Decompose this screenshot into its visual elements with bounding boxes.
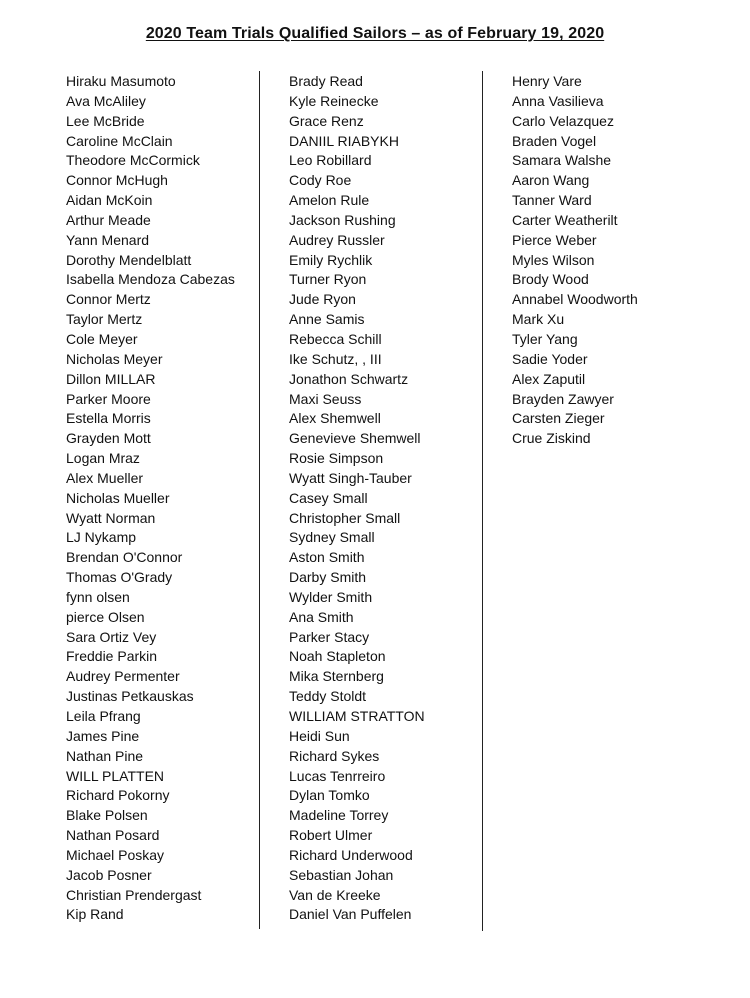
sailor-name: Sydney Small: [289, 529, 375, 546]
sailor-name: Logan Mraz: [66, 450, 140, 467]
sailor-name: Thomas O'Grady: [66, 569, 173, 586]
sailor-name: Pierce Weber: [512, 231, 597, 248]
sailor-name: Mark Xu: [512, 311, 565, 328]
sailor-name: Wyatt Norman: [66, 509, 156, 526]
sailor-name: Maxi Seuss: [289, 390, 362, 407]
name-column-2: [289, 72, 425, 925]
sailor-name: Leo Robillard: [289, 152, 372, 169]
sailor-name: Justinas Petkauskas: [66, 688, 194, 705]
sailor-name: Audrey Permenter: [66, 668, 180, 685]
sailor-name: Aidan McKoin: [66, 192, 153, 209]
sailor-name: Robert Ulmer: [289, 827, 373, 844]
sailor-name: Myles Wilson: [512, 251, 595, 268]
sailor-name: Aston Smith: [289, 549, 365, 566]
sailor-name: Taylor Mertz: [66, 311, 143, 328]
sailor-name: Grace Renz: [289, 112, 364, 129]
sailor-name: Jonathon Schwartz: [289, 370, 409, 387]
name-column-3: [512, 72, 638, 449]
sailor-name: Darby Smith: [289, 569, 367, 586]
sailor-name: Cole Meyer: [66, 330, 138, 347]
sailor-name: Nicholas Meyer: [66, 350, 163, 367]
sailor-name: Audrey Russler: [289, 231, 385, 248]
sailor-name: Freddie Parkin: [66, 648, 158, 665]
sailor-name: Yann Menard: [66, 231, 150, 248]
sailor-name: Caroline McClain: [66, 132, 173, 149]
sailor-name: Carsten Zieger: [512, 410, 605, 427]
sailor-name: Nicholas Mueller: [66, 489, 170, 506]
sailor-name: Parker Moore: [66, 390, 151, 407]
sailor-name: Noah Stapleton: [289, 648, 386, 665]
sailor-name: Cody Roe: [289, 172, 352, 189]
sailor-name: Parker Stacy: [289, 628, 370, 645]
column-divider: [482, 71, 483, 931]
sailor-name: Van de Kreeke: [289, 886, 381, 903]
sailor-name: Jackson Rushing: [289, 211, 396, 228]
sailor-name: DANIIL RIABYKH: [289, 132, 399, 149]
sailor-name: Madeline Torrey: [289, 807, 389, 824]
sailor-name: Aaron Wang: [512, 172, 590, 189]
sailor-name: Grayden Mott: [66, 430, 151, 447]
sailor-name: LJ Nykamp: [66, 529, 137, 546]
sailor-name: Mika Sternberg: [289, 668, 384, 685]
sailor-name: Blake Polsen: [66, 807, 148, 824]
sailor-name: Tanner Ward: [512, 192, 592, 209]
sailor-name: Heidi Sun: [289, 727, 350, 744]
sailor-name: Anne Samis: [289, 311, 365, 328]
sailor-name: Christian Prendergast: [66, 886, 202, 903]
sailor-name: Kyle Reinecke: [289, 92, 379, 109]
sailor-name: Jacob Posner: [66, 866, 152, 883]
sailor-name: Alex Shemwell: [289, 410, 381, 427]
sailor-name: Dylan Tomko: [289, 787, 370, 804]
sailor-name: WILL PLATTEN: [66, 767, 165, 784]
sailor-name: Michael Poskay: [66, 846, 165, 863]
sailor-name: Dorothy Mendelblatt: [66, 251, 192, 268]
sailor-name: WILLIAM STRATTON: [289, 708, 425, 724]
page-title: 2020 Team Trials Qualified Sailors – as of February 19, 2020: [145, 25, 605, 42]
sailor-name: Isabella Mendoza Cabezas: [66, 271, 235, 288]
sailor-name: Connor McHugh: [66, 172, 168, 189]
sailor-name: fynn olsen: [66, 588, 130, 605]
sailor-name: Lee McBride: [66, 112, 145, 129]
sailor-name: Sara Ortiz Vey: [66, 628, 157, 645]
sailor-name: Leila Pfrang: [66, 708, 141, 724]
name-column-1: [66, 72, 235, 925]
sailor-name: Connor Mertz: [66, 291, 151, 308]
sailor-name: Brady Read: [289, 73, 363, 89]
sailor-name: Genevieve Shemwell: [289, 430, 421, 447]
sailor-name: Alex Mueller: [66, 469, 144, 486]
sailor-name: Brody Wood: [512, 271, 589, 288]
sailor-name: Casey Small: [289, 489, 368, 506]
sailor-name: Estella Morris: [66, 410, 151, 427]
sailor-name: Teddy Stoldt: [289, 688, 367, 705]
sailor-name: Wyatt Singh-Tauber: [289, 469, 412, 486]
sailor-name: Jude Ryon: [289, 291, 356, 308]
sailor-name: Carlo Velazquez: [512, 112, 614, 129]
sailor-name: Annabel Woodworth: [512, 291, 638, 308]
sailor-name: Rebecca Schill: [289, 330, 382, 347]
sailor-name: Hiraku Masumoto: [66, 73, 176, 89]
sailor-name: Theodore McCormick: [66, 152, 200, 169]
column-divider: [259, 71, 260, 929]
sailor-name: Alex Zaputil: [512, 370, 586, 387]
sailor-name: Rosie Simpson: [289, 450, 384, 467]
sailor-name: pierce Olsen: [66, 608, 145, 625]
sailor-name: Christopher Small: [289, 509, 401, 526]
sailor-name: Carter Weatherilt: [512, 211, 618, 228]
sailor-name: Arthur Meade: [66, 211, 151, 228]
sailor-name: Ike Schutz, , III: [289, 350, 382, 367]
sailor-name: Tyler Yang: [512, 330, 578, 347]
sailor-name: Brendan O'Connor: [66, 549, 183, 566]
sailor-name: Ana Smith: [289, 608, 354, 625]
sailor-name: Brayden Zawyer: [512, 390, 614, 407]
sailor-name: Richard Underwood: [289, 846, 413, 863]
sailor-name: Nathan Pine: [66, 747, 144, 764]
sailor-name: Samara Walshe: [512, 152, 612, 169]
sailor-name: Sebastian Johan: [289, 866, 394, 883]
sailor-name: Ava McAliley: [66, 92, 146, 109]
sailor-name: Turner Ryon: [289, 271, 367, 288]
sailor-name: Dillon MILLAR: [66, 370, 156, 387]
sailor-name: Emily Rychlik: [289, 251, 373, 268]
sailor-name: James Pine: [66, 727, 140, 744]
sailor-name: Henry Vare: [512, 73, 582, 89]
sailor-name: Richard Sykes: [289, 747, 380, 764]
sailor-name: Richard Pokorny: [66, 787, 170, 804]
sailor-name: Braden Vogel: [512, 132, 597, 149]
sailor-name: Nathan Posard: [66, 827, 160, 844]
sailor-name: Crue Ziskind: [512, 430, 591, 447]
sailor-name: Lucas Tenrreiro: [289, 767, 386, 784]
sailor-name: Daniel Van Puffelen: [289, 906, 412, 923]
sailor-name: Anna Vasilieva: [512, 92, 604, 109]
sailor-name: Kip Rand: [66, 906, 124, 923]
sailor-name: Sadie Yoder: [512, 350, 588, 367]
sailor-name: Amelon Rule: [289, 192, 370, 209]
sailor-name: Wylder Smith: [289, 588, 373, 605]
